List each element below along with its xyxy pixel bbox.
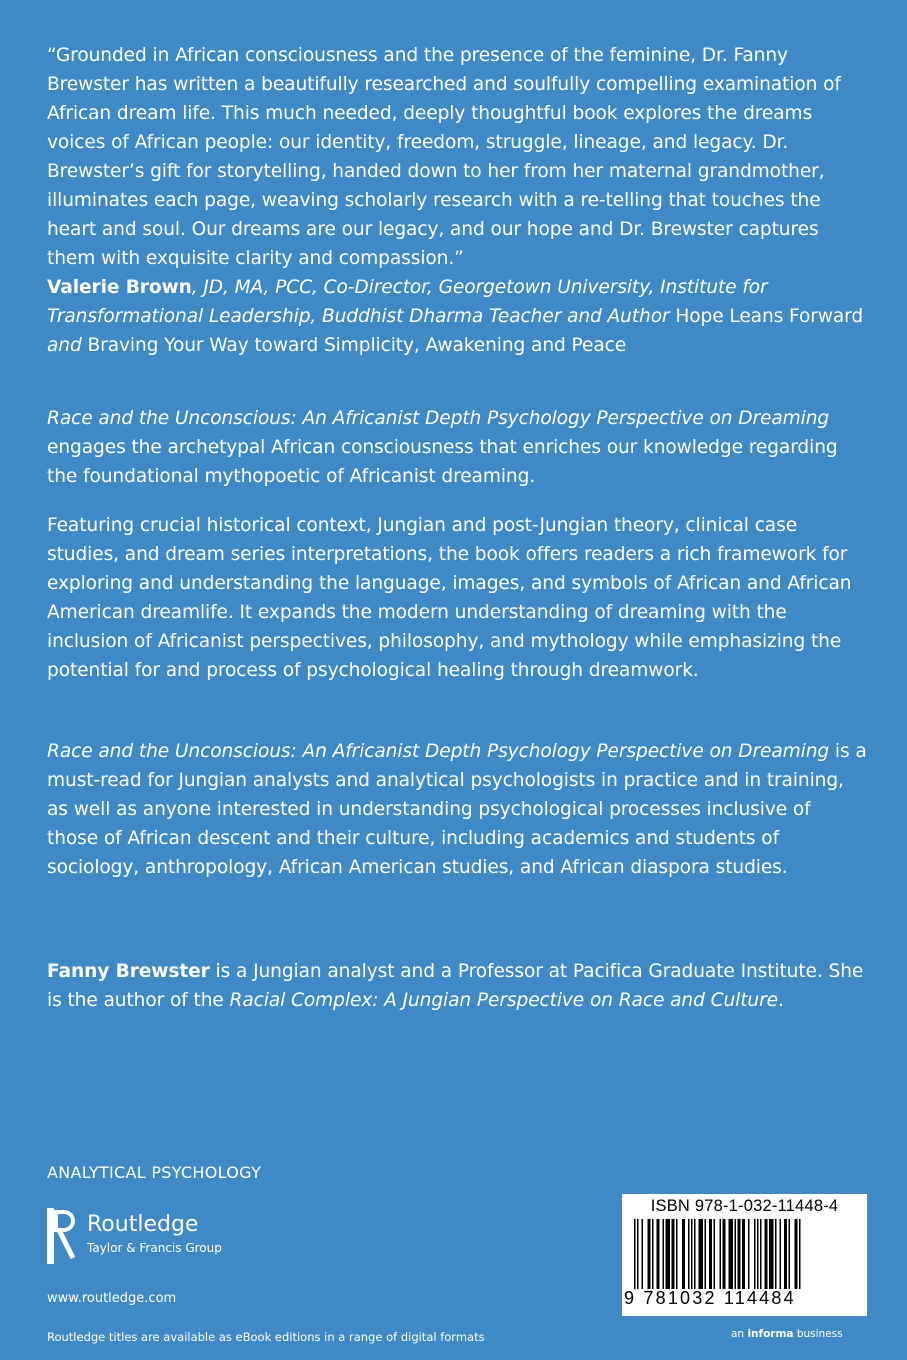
endorser-credentials: , JD, MA, PCC, Co-Director, Georgetown University, Institute for Transformational Leadership, Buddhist Dharma Teacher and Author — [47, 277, 768, 327]
barcode-bar — [682, 1219, 685, 1289]
barcode-bars — [634, 1219, 856, 1289]
barcode-bar — [757, 1219, 759, 1289]
author-bio-text: is a Jungian analyst and a Professor at Pacifica Graduate Institute. She is the author of the — [47, 961, 864, 1011]
publisher-name: Routledge — [87, 1212, 199, 1237]
informa-tagline — [731, 1328, 843, 1340]
barcode-bar — [666, 1219, 671, 1289]
barcode-bar — [760, 1219, 762, 1289]
description-text-2: Featuring crucial historical context, Jungian and post-Jungian theory, clinical case studies, and dream series interpretations, the book offers readers a rich framework for exploring and understanding the language, images, and symbols of African and African American dreamlife. It expands the modern understanding of dreaming with the inclusion of Africanist perspectives, philosophy, and mythology while emphasizing the potential for and process of psychological healing through dreamwork. — [47, 515, 852, 681]
barcode-bar — [699, 1219, 704, 1289]
barcode-bar — [789, 1219, 791, 1289]
barcode-bar — [663, 1219, 665, 1289]
barcode-bar — [765, 1219, 768, 1289]
barcode-bar — [694, 1219, 696, 1289]
description-text-3: is a must-read for Jungian analysts and analytical psychologists in practice and in training, as well as anyone interested in understanding psychological processes inclusive of those of African descent and their culture, including academics and students of sociology, anthropology, African American studies, and African diaspora studies. — [47, 741, 867, 878]
informa-brand: informa — [747, 1328, 794, 1340]
barcode-bar — [709, 1219, 712, 1289]
publisher-logo — [47, 1208, 267, 1264]
endorser-conjunction: and — [47, 335, 82, 356]
barcode-bar — [738, 1219, 741, 1289]
barcode-bar — [652, 1219, 654, 1289]
routledge-logo-icon — [47, 1208, 75, 1264]
barcode-bar — [735, 1219, 737, 1289]
barcode-bar — [775, 1219, 777, 1289]
barcode-bar — [720, 1219, 722, 1289]
barcode-bar — [795, 1219, 798, 1289]
barcode-bar — [657, 1219, 660, 1289]
informa-suffix: business — [793, 1328, 843, 1340]
author-book-title: Racial Complex: A Jungian Perspective on Race and Culture — [229, 990, 779, 1011]
endorsement-quote: “Grounded in African consciousness and the presence of the feminine, Dr. Fanny Brewster has written a beautifully researched and soulfully compelling examination of African dream life. This much needed, deeply thoughtful book explores the dreams voices of African people: our identity, freedom, struggle, lineage, and legacy. Dr. Brewster’s gift for storytelling, handed down to her from her maternal grandmother, illuminates each page, weaving scholarly research with a re-telling that touches the heart and soul. Our dreams are our legacy, and our hope and Dr. Brewster captures them with exquisite clarity and compassion.” — [47, 45, 841, 269]
barcode-bar — [688, 1219, 690, 1289]
description-text-1: engages the archetypal African consciousness that enriches our knowledge regarding the foundational mythopoetic of Africanist dreaming. — [47, 437, 838, 487]
description-paragraph-1 — [47, 404, 867, 491]
ebook-note: Routledge titles are available as eBook editions in a range of digital formats — [47, 1330, 485, 1344]
publisher-group: Taylor & Francis Group — [87, 1241, 222, 1255]
barcode-bar — [754, 1219, 756, 1289]
endorser-name: Valerie Brown — [47, 277, 192, 298]
book-title: Race and the Unconscious: An Africanist Depth Psychology Perspective on Dreaming — [47, 408, 830, 429]
barcode-bar — [780, 1219, 782, 1289]
barcode-bar — [799, 1219, 801, 1289]
author-bio-end: . — [778, 990, 784, 1011]
author-name: Fanny Brewster — [47, 961, 210, 982]
barcode-bar — [742, 1219, 745, 1289]
barcode-bar — [705, 1219, 707, 1289]
description-paragraph-2 — [47, 511, 867, 685]
author-bio — [47, 957, 867, 1015]
barcode-bar — [748, 1219, 750, 1289]
endorser-book-1: Hope Leans Forward — [669, 306, 864, 327]
category-label: ANALYTICAL PSYCHOLOGY — [47, 1163, 262, 1182]
barcode-bar — [637, 1219, 639, 1289]
informa-prefix: an — [731, 1328, 748, 1340]
publisher-website[interactable]: www.routledge.com — [47, 1291, 177, 1306]
barcode-bar — [648, 1219, 651, 1289]
endorser-book-2: Braving Your Way toward Simplicity, Awakening and Peace — [81, 335, 627, 356]
description-paragraph-3 — [47, 737, 867, 882]
barcode-bar — [634, 1219, 636, 1289]
barcode-digits: 9 781032 114484 — [624, 1288, 796, 1308]
isbn-barcode — [622, 1194, 867, 1316]
barcode-bar — [642, 1219, 644, 1289]
endorsement-block — [47, 41, 867, 360]
barcode-bar — [714, 1219, 716, 1289]
barcode-bar — [769, 1219, 774, 1289]
isbn-label: ISBN 978-1-032-11448-4 — [650, 1197, 839, 1215]
barcode-bar — [691, 1219, 693, 1289]
book-title-repeat: Race and the Unconscious: An Africanist Depth Psychology Perspective on Dreaming — [47, 741, 830, 762]
barcode-bar — [672, 1219, 675, 1289]
barcode-bar — [676, 1219, 678, 1289]
barcode-bar — [784, 1219, 787, 1289]
barcode-bar — [729, 1219, 734, 1289]
barcode-bar — [723, 1219, 726, 1289]
